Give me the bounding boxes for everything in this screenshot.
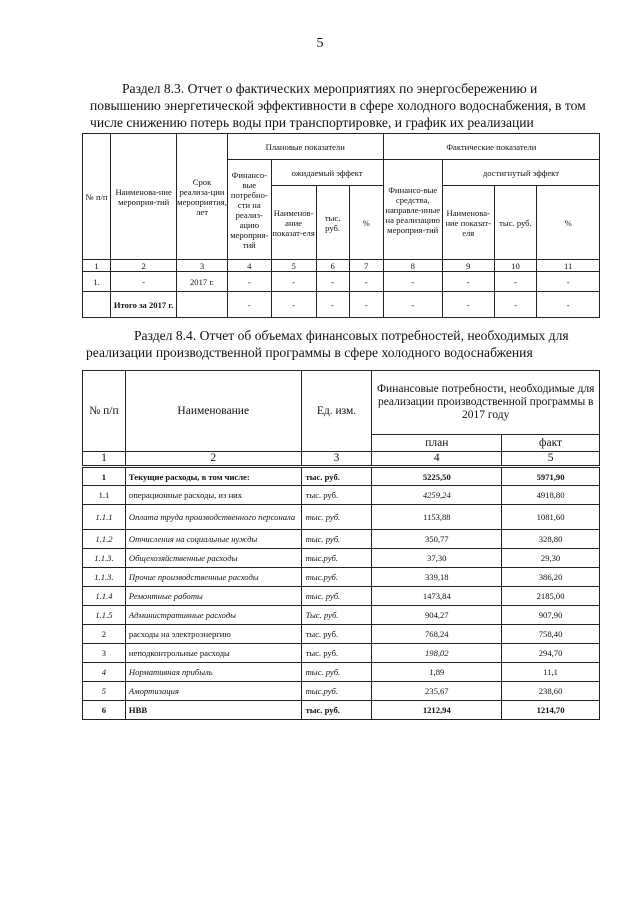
row-unit: тыс. руб.	[301, 486, 372, 505]
table-row	[83, 701, 600, 720]
row-plan-value: 5225,50	[372, 467, 502, 486]
table-row	[83, 467, 600, 486]
row-fact-value: 1214,70	[502, 701, 600, 720]
row-plan-value: 37,30	[372, 549, 502, 568]
col-number: 8	[383, 260, 442, 272]
cell: -	[537, 292, 600, 318]
cell: -	[227, 292, 271, 318]
row-name: Оплата труда производственного персонала	[125, 505, 301, 530]
table-row	[83, 625, 600, 644]
row-number: 1.1.3.	[83, 568, 126, 587]
table-row	[83, 486, 600, 505]
row-name: Нормативная прибыль	[125, 663, 301, 682]
col-unit-header: Ед. изм.	[301, 371, 372, 452]
row-number: 1.1.4	[83, 587, 126, 606]
cell: -	[316, 272, 349, 292]
row-fact-value: 238,60	[502, 682, 600, 701]
table-row	[83, 568, 600, 587]
row-unit: тыс. руб.	[301, 587, 372, 606]
row-fact-value: 294,70	[502, 644, 600, 663]
actual-indicators-header: Фактические показатели	[383, 134, 599, 160]
table-row	[83, 587, 600, 606]
cell	[177, 292, 228, 318]
cell: -	[271, 272, 316, 292]
page-number: 5	[316, 36, 324, 51]
col-number: 5	[271, 260, 316, 272]
row-number: 4	[83, 663, 126, 682]
table-row	[83, 549, 600, 568]
row-plan-value: 198,02	[372, 644, 502, 663]
achieved-effect-header: достигнутый эффект	[442, 160, 599, 186]
col-number: 5	[502, 452, 600, 467]
row-number: 5	[83, 682, 126, 701]
needs-header: Финансовые потребности, необходимые для реализации производственной программы в 2017 году	[372, 371, 600, 435]
fact-rub-header: тыс. руб.	[494, 186, 537, 260]
row-plan-value: 904,27	[372, 606, 502, 625]
col-number: 1	[83, 260, 111, 272]
row-unit: тыс. руб.	[301, 530, 372, 549]
row-plan-value: 350,77	[372, 530, 502, 549]
col-number: 9	[442, 260, 494, 272]
row-number: 2	[83, 625, 126, 644]
col-number: 4	[227, 260, 271, 272]
row-plan-value: 1212,94	[372, 701, 502, 720]
row-unit: тыс. руб.	[301, 625, 372, 644]
col-number: 3	[301, 452, 372, 467]
cell	[83, 292, 111, 318]
plan-rub-header: тыс. руб.	[316, 186, 349, 260]
col-number: 10	[494, 260, 537, 272]
planned-indicators-header: Плановые показатели	[227, 134, 383, 160]
col-number: 6	[316, 260, 349, 272]
row-number: 1	[83, 467, 126, 486]
row-unit: Тыс. руб.	[301, 606, 372, 625]
row-fact-value: 907,90	[502, 606, 600, 625]
section-8-3-heading: Раздел 8.3. Отчет о фактических мероприятиях по энергосбережению и повышению энергетической эффективности в сфере холодного водоснабжения, в том числе снижению потерь воды при транспортировке, и график их реализации	[90, 81, 586, 130]
row-fact-value: 758,40	[502, 625, 600, 644]
cell: -	[227, 272, 271, 292]
cell: -	[494, 272, 537, 292]
row-fact-value: 386,20	[502, 568, 600, 587]
row-name: расходы на электроэнергию	[125, 625, 301, 644]
table-row	[83, 272, 600, 292]
cell: 1.	[83, 272, 111, 292]
row-number: 1.1.5	[83, 606, 126, 625]
row-fact-value: 5971,90	[502, 467, 600, 486]
cell: -	[111, 272, 177, 292]
row-name: Ремонтные работы	[125, 587, 301, 606]
cell: -	[442, 292, 494, 318]
row-name: Амортизация	[125, 682, 301, 701]
row-fact-value: 29,30	[502, 549, 600, 568]
row-unit: тыс. руб.	[301, 644, 372, 663]
row-name: Прочие производственные расходы	[125, 568, 301, 587]
row-number: 1.1.1	[83, 505, 126, 530]
row-fact-value: 11,1	[502, 663, 600, 682]
row-unit: тыс. руб.	[301, 701, 372, 720]
fact-header: факт	[502, 435, 600, 452]
row-plan-value: 4259,24	[372, 486, 502, 505]
financial-needs-table	[82, 370, 600, 720]
plan-finance-header: Финансо-вые потребно-сти на реализ-ацию мероприя-тий	[227, 160, 271, 260]
col-term-header: Срок реализа-ции мероприятия, лет	[177, 134, 228, 260]
plan-indicator-header: Наименов-ание показат-еля	[271, 186, 316, 260]
row-name: операционные расходы, из них	[125, 486, 301, 505]
col-number: 11	[537, 260, 600, 272]
cell: -	[349, 272, 383, 292]
col-name-header: Наименова-ние мероприя-тий	[111, 134, 177, 260]
row-unit: тыс. руб.	[301, 505, 372, 530]
row-name: НВВ	[125, 701, 301, 720]
row-fact-value: 328,80	[502, 530, 600, 549]
row-unit: тыс. руб.	[301, 467, 372, 486]
row-unit: тыс. руб.	[301, 663, 372, 682]
cell: -	[494, 292, 537, 318]
row-plan-value: 1,89	[372, 663, 502, 682]
table-row	[83, 530, 600, 549]
cell: -	[383, 272, 442, 292]
col-number: 2	[125, 452, 301, 467]
measures-report-table	[82, 133, 600, 318]
cell: -	[271, 292, 316, 318]
total-row	[83, 292, 600, 318]
fact-finance-header: Финансо-вые средства, направле-нные на реализацию мероприя-тий	[383, 160, 442, 260]
row-unit: тыс.руб.	[301, 682, 372, 701]
cell: -	[349, 292, 383, 318]
col-num-header: № п/п	[83, 371, 126, 452]
column-number-row	[83, 260, 600, 272]
cell: -	[383, 292, 442, 318]
row-name: Административные расходы	[125, 606, 301, 625]
table-row	[83, 682, 600, 701]
row-name: Отчисления на социальные нужды	[125, 530, 301, 549]
col-number: 2	[111, 260, 177, 272]
row-plan-value: 1153,88	[372, 505, 502, 530]
plan-header: план	[372, 435, 502, 452]
total-label: Итого за 2017 г.	[111, 292, 177, 318]
col-name-header: Наименование	[125, 371, 301, 452]
expected-effect-header: ожидаемый эффект	[271, 160, 383, 186]
col-number: 4	[372, 452, 502, 467]
row-unit: тыс.руб.	[301, 549, 372, 568]
cell: 2017 г.	[177, 272, 228, 292]
row-plan-value: 768,24	[372, 625, 502, 644]
table-row	[83, 644, 600, 663]
fact-pct-header: %	[537, 186, 600, 260]
column-number-row	[83, 452, 600, 467]
cell: -	[537, 272, 600, 292]
row-number: 1.1.3.	[83, 549, 126, 568]
row-unit: тыс.руб.	[301, 568, 372, 587]
row-name: Общехозяйственные расходы	[125, 549, 301, 568]
row-number: 1.1.2	[83, 530, 126, 549]
col-number: 7	[349, 260, 383, 272]
col-number: 3	[177, 260, 228, 272]
table-row	[83, 606, 600, 625]
row-number: 1.1	[83, 486, 126, 505]
row-number: 3	[83, 644, 126, 663]
row-fact-value: 2185,00	[502, 587, 600, 606]
section-8-4-heading: Раздел 8.4. Отчет об объемах финансовых потребностей, необходимых для реализации производственной программы в сфере холодного водоснабжения	[86, 328, 569, 360]
row-number: 6	[83, 701, 126, 720]
cell: -	[442, 272, 494, 292]
row-name: неподконтрольные расходы	[125, 644, 301, 663]
table-row	[83, 663, 600, 682]
row-plan-value: 235,67	[372, 682, 502, 701]
col-num-header: № п/п	[83, 134, 111, 260]
table-row	[83, 505, 600, 530]
col-number: 1	[83, 452, 126, 467]
plan-pct-header: %	[349, 186, 383, 260]
row-name: Текущие расходы, в том числе:	[125, 467, 301, 486]
row-fact-value: 1081,60	[502, 505, 600, 530]
cell: -	[316, 292, 349, 318]
row-plan-value: 339,18	[372, 568, 502, 587]
fact-indicator-header: Наименова-ние показат-еля	[442, 186, 494, 260]
row-plan-value: 1473,84	[372, 587, 502, 606]
row-fact-value: 4918,80	[502, 486, 600, 505]
